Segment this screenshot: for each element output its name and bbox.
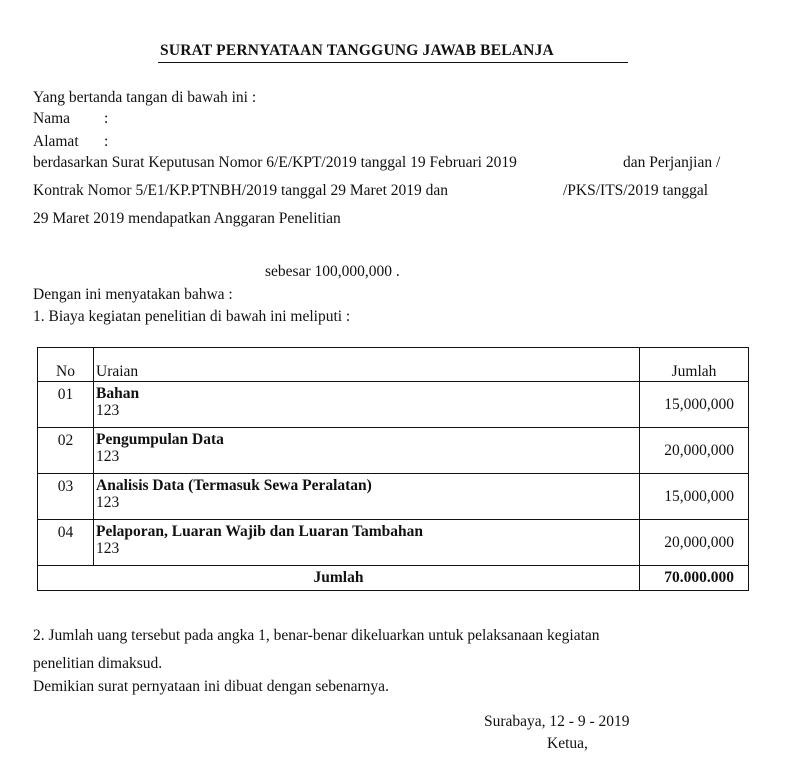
point-2-line-1: 2. Jumlah uang tersebut pada angka 1, benar-benar dikeluarkan untuk pelaksanaan kegiatan	[33, 627, 600, 644]
row-title: Pengumpulan Data	[96, 431, 224, 448]
intro-text: Yang bertanda tangan di bawah ini :	[33, 89, 257, 106]
row-description	[94, 474, 640, 520]
total-amount: 70.000.000	[640, 566, 749, 591]
row-title: Pelaporan, Luaran Wajib dan Luaran Tambahan	[96, 523, 424, 540]
table-row	[38, 474, 749, 520]
row-subtext: 123	[96, 540, 120, 557]
row-subtext: 123	[96, 494, 120, 511]
place-date: Surabaya, 12 - 9 - 2019	[484, 713, 630, 730]
row-title: Bahan	[96, 385, 140, 402]
basis-line-1b: dan Perjanjian /	[623, 154, 721, 171]
table-row	[38, 520, 749, 566]
title-underline	[158, 62, 628, 63]
alamat-label: Alamat	[33, 133, 79, 150]
table-total-row	[38, 566, 749, 591]
header-no: No	[38, 348, 94, 382]
basis-line-2a: Kontrak Nomor 5/E1/KP.PTNBH/2019 tanggal 29 Maret 2019 dan	[33, 182, 449, 199]
row-amount: 20,000,000	[640, 428, 749, 474]
table-row	[38, 428, 749, 474]
row-description	[94, 382, 640, 428]
basis-line-1a: berdasarkan Surat Keputusan Nomor 6/E/KPT/2019 tanggal 19 Februari 2019	[33, 154, 517, 171]
row-description	[94, 520, 640, 566]
table-row	[38, 382, 749, 428]
amount-line: sebesar 100,000,000 .	[265, 263, 400, 280]
row-number: 02	[38, 428, 94, 474]
header-jumlah: Jumlah	[640, 348, 749, 382]
row-amount: 15,000,000	[640, 382, 749, 428]
table-header-row	[38, 348, 749, 382]
row-number: 04	[38, 520, 94, 566]
point-1-text: 1. Biaya kegiatan penelitian di bawah ini meliputi :	[33, 308, 351, 325]
row-subtext: 123	[96, 402, 120, 419]
closing-text: Demikian surat pernyataan ini dibuat dengan sebenarnya.	[33, 678, 389, 695]
basis-line-2b: /PKS/ITS/2019 tanggal	[563, 182, 709, 199]
document-title: SURAT PERNYATAAN TANGGUNG JAWAB BELANJA	[160, 42, 554, 59]
row-title: Analisis Data (Termasuk Sewa Peralatan)	[96, 477, 372, 494]
total-label: Jumlah	[38, 566, 640, 591]
statement-text: Dengan ini menyatakan bahwa :	[33, 286, 233, 303]
row-subtext: 123	[96, 448, 120, 465]
row-amount: 15,000,000	[640, 474, 749, 520]
signer-role: Ketua,	[547, 735, 588, 752]
point-2-line-2: penelitian dimaksud.	[33, 655, 163, 672]
nama-colon: :	[104, 110, 109, 127]
alamat-colon: :	[104, 133, 109, 150]
row-description	[94, 428, 640, 474]
row-amount: 20,000,000	[640, 520, 749, 566]
header-uraian: Uraian	[94, 348, 640, 382]
row-number: 03	[38, 474, 94, 520]
nama-label: Nama	[33, 110, 71, 127]
row-number: 01	[38, 382, 94, 428]
cost-table	[37, 347, 749, 591]
basis-line-3: 29 Maret 2019 mendapatkan Anggaran Penelitian	[33, 210, 341, 227]
